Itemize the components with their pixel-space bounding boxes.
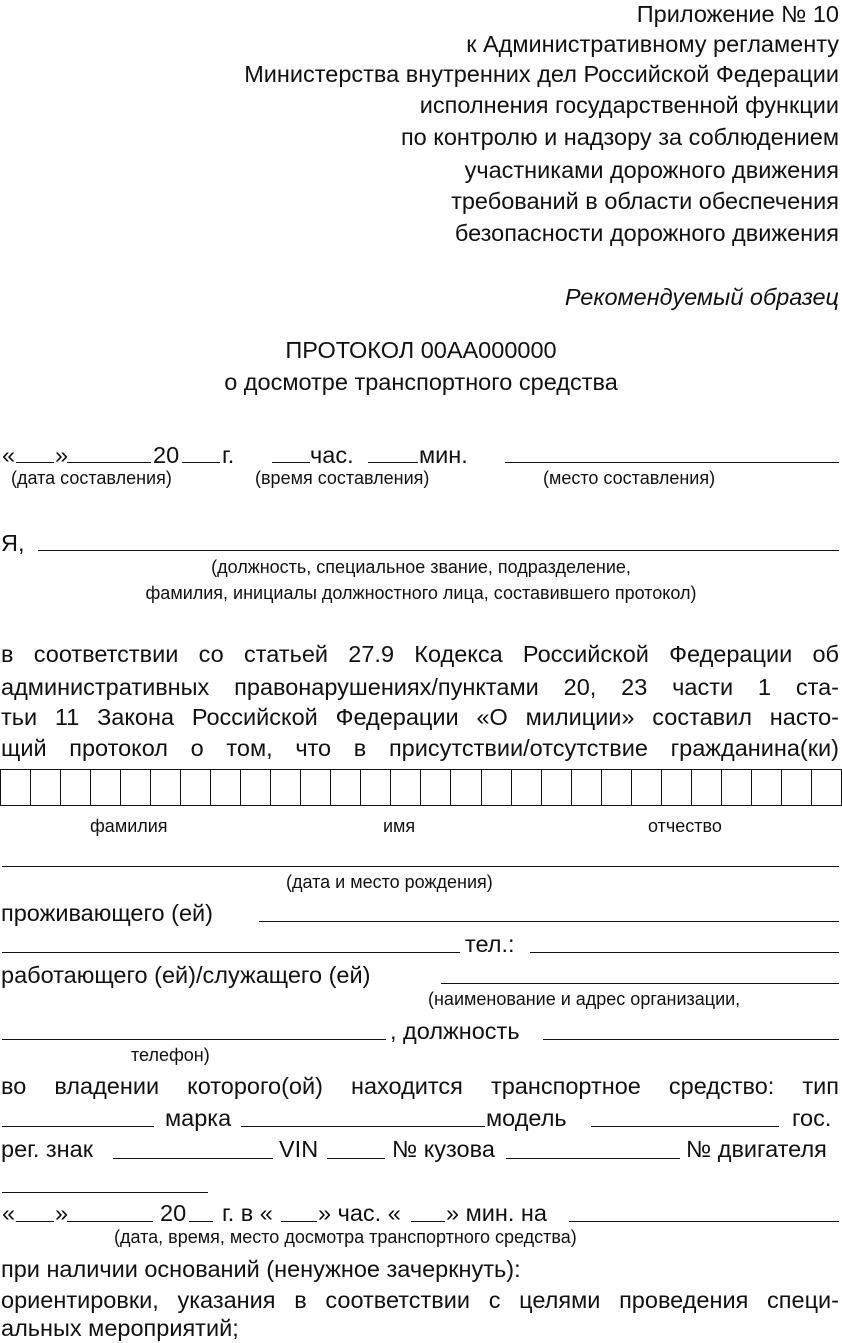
minutes-label: мин. (419, 442, 468, 468)
month-blank[interactable] (67, 462, 151, 463)
body-line: административных правонарушениях/пунктами 20, 23 части 1 ста- (1, 674, 839, 700)
gos-label: гос. (792, 1105, 832, 1131)
name-letter-cell[interactable] (390, 769, 420, 806)
grounds-line: ориентировки, указания в соответствии с целями проведения специ- (1, 1287, 839, 1313)
insp-close-quote: » (55, 1200, 69, 1226)
insp-year: 20 (160, 1200, 187, 1226)
insp-g-v: г. в « (222, 1200, 273, 1226)
open-quote: « (2, 442, 16, 468)
appendix-line: безопасности дорожного движения (454, 220, 839, 246)
body-line: тьи 11 Закона Российской Федерации «О милиции» составил насто- (1, 704, 839, 730)
name-letter-cell[interactable] (120, 769, 150, 806)
name-letter-cell[interactable] (601, 769, 631, 806)
caption-name: имя (383, 816, 416, 836)
appendix-line: по контролю и надзору за соблюдением (400, 124, 839, 150)
work-caption-1: (наименование и адрес организации, (428, 989, 741, 1009)
body-no-label: № кузова (392, 1136, 495, 1162)
year-blank[interactable] (182, 462, 220, 463)
phone-blank[interactable] (530, 952, 839, 953)
name-letter-cell[interactable] (150, 769, 180, 806)
vehicle-owned-line: во владении которого(ой) находится транспортное средство: тип (1, 1073, 839, 1099)
hours-label: час. (310, 442, 354, 468)
residence-blank[interactable] (259, 921, 839, 922)
ya-label: Я, (1, 530, 25, 556)
day-blank[interactable] (16, 462, 54, 463)
grounds-line: при наличии оснований (ненужное зачеркнуть): (1, 1256, 521, 1282)
close-quote: » (55, 442, 69, 468)
name-letter-cell[interactable] (481, 769, 511, 806)
brand-blank[interactable] (241, 1126, 485, 1127)
name-letter-cell[interactable] (721, 769, 751, 806)
insp-open-quote: « (2, 1200, 16, 1226)
name-letter-cell[interactable] (240, 769, 270, 806)
reg-blank[interactable] (113, 1158, 273, 1159)
name-letter-cell[interactable] (781, 769, 811, 806)
appendix-line: исполнения государственной функции (419, 92, 839, 118)
name-letter-cell[interactable] (60, 769, 90, 806)
engine-blank[interactable] (2, 1192, 208, 1193)
name-letter-cell[interactable] (541, 769, 571, 806)
name-letter-cell[interactable] (511, 769, 541, 806)
name-letter-cell[interactable] (270, 769, 300, 806)
brand-label: марка (165, 1105, 232, 1131)
insp-month-blank[interactable] (67, 1221, 153, 1222)
appendix-title: Приложение № 10 (636, 1, 839, 27)
name-letter-cell[interactable] (811, 769, 842, 806)
appendix-line: Министерства внутренних дел Российской Федерации (244, 61, 839, 87)
insp-hours: » час. « (318, 1200, 401, 1226)
name-letter-cell[interactable] (751, 769, 781, 806)
year-suffix: г. (222, 442, 235, 468)
caption-place: (место составления) (543, 468, 716, 488)
name-letter-cell[interactable] (90, 769, 120, 806)
name-letter-cell[interactable] (571, 769, 601, 806)
grounds-line: альных мероприятий; (1, 1315, 239, 1341)
name-letter-cell[interactable] (360, 769, 390, 806)
inspection-caption: (дата, время, место досмотра транспортного средства) (114, 1227, 577, 1247)
phone-label: тел.: (465, 931, 515, 957)
name-letter-cell[interactable] (180, 769, 210, 806)
insp-day-blank[interactable] (16, 1221, 54, 1222)
name-letter-cell[interactable] (661, 769, 691, 806)
model-label: модель (486, 1105, 567, 1131)
appendix-line: участниками дорожного движения (464, 157, 839, 183)
official-caption-1: (должность, специальное звание, подразделение, (211, 557, 631, 577)
work-blank[interactable] (441, 983, 839, 984)
residence-label: проживающего (ей) (1, 900, 214, 926)
protocol-title: ПРОТОКОЛ 00АА000000 (285, 337, 557, 363)
work-blank-2[interactable] (2, 1039, 386, 1040)
engine-no-label: № двигателя (686, 1136, 827, 1162)
place-blank[interactable] (505, 462, 839, 463)
reg-label: рег. знак (1, 1136, 94, 1162)
minute-blank[interactable] (368, 462, 418, 463)
name-letter-cell[interactable] (691, 769, 721, 806)
body-line: щий протокол о том, что в присутствии/отсутствие гражданина(ки) (1, 735, 839, 761)
caption-date: (дата составления) (11, 468, 172, 488)
insp-minutes: » мин. на (446, 1200, 547, 1226)
position-label: , должность (390, 1018, 520, 1044)
insp-minute-blank[interactable] (411, 1221, 445, 1222)
name-letter-cell[interactable] (210, 769, 240, 806)
name-letter-cell[interactable] (420, 769, 450, 806)
work-caption-2: телефон) (131, 1045, 210, 1065)
insp-year-blank[interactable] (189, 1221, 213, 1222)
vin-label: VIN (279, 1136, 319, 1162)
caption-time: (время составления) (255, 468, 430, 488)
name-letter-cell[interactable] (631, 769, 661, 806)
position-blank[interactable] (543, 1039, 839, 1040)
model-blank[interactable] (591, 1126, 779, 1127)
type-blank[interactable] (2, 1126, 154, 1127)
name-cells-grid[interactable] (0, 769, 842, 807)
protocol-subtitle: о досмотре транспортного средства (224, 369, 618, 395)
birth-caption: (дата и место рождения) (286, 872, 493, 892)
insp-place-blank[interactable] (569, 1221, 839, 1222)
name-letter-cell[interactable] (330, 769, 360, 806)
official-caption-2: фамилия, инициалы должностного лица, составившего протокол) (145, 583, 697, 603)
year-prefix: 20 (153, 442, 180, 468)
sample-note: Рекомендуемый образец (564, 284, 839, 310)
name-letter-cell[interactable] (450, 769, 480, 806)
hour-blank[interactable] (272, 462, 310, 463)
caption-patronymic: отчество (648, 816, 722, 836)
body-no-blank[interactable] (506, 1158, 680, 1159)
residence-blank-2[interactable] (2, 952, 460, 953)
appendix-line: к Административному регламенту (466, 31, 839, 57)
appendix-line: требований в области обеспечения (451, 188, 839, 214)
birth-blank[interactable] (2, 866, 839, 867)
work-label: работающего (ей)/служащего (ей) (1, 962, 371, 988)
official-blank[interactable] (38, 550, 839, 551)
vin-blank[interactable] (327, 1158, 385, 1159)
caption-surname: фамилия (90, 816, 168, 836)
insp-hour-blank[interactable] (281, 1221, 317, 1222)
name-letter-cell[interactable] (0, 769, 30, 806)
name-letter-cell[interactable] (30, 769, 60, 806)
body-line: в соответствии со статьей 27.9 Кодекса Российской Федерации об (1, 641, 839, 667)
name-letter-cell[interactable] (300, 769, 330, 806)
